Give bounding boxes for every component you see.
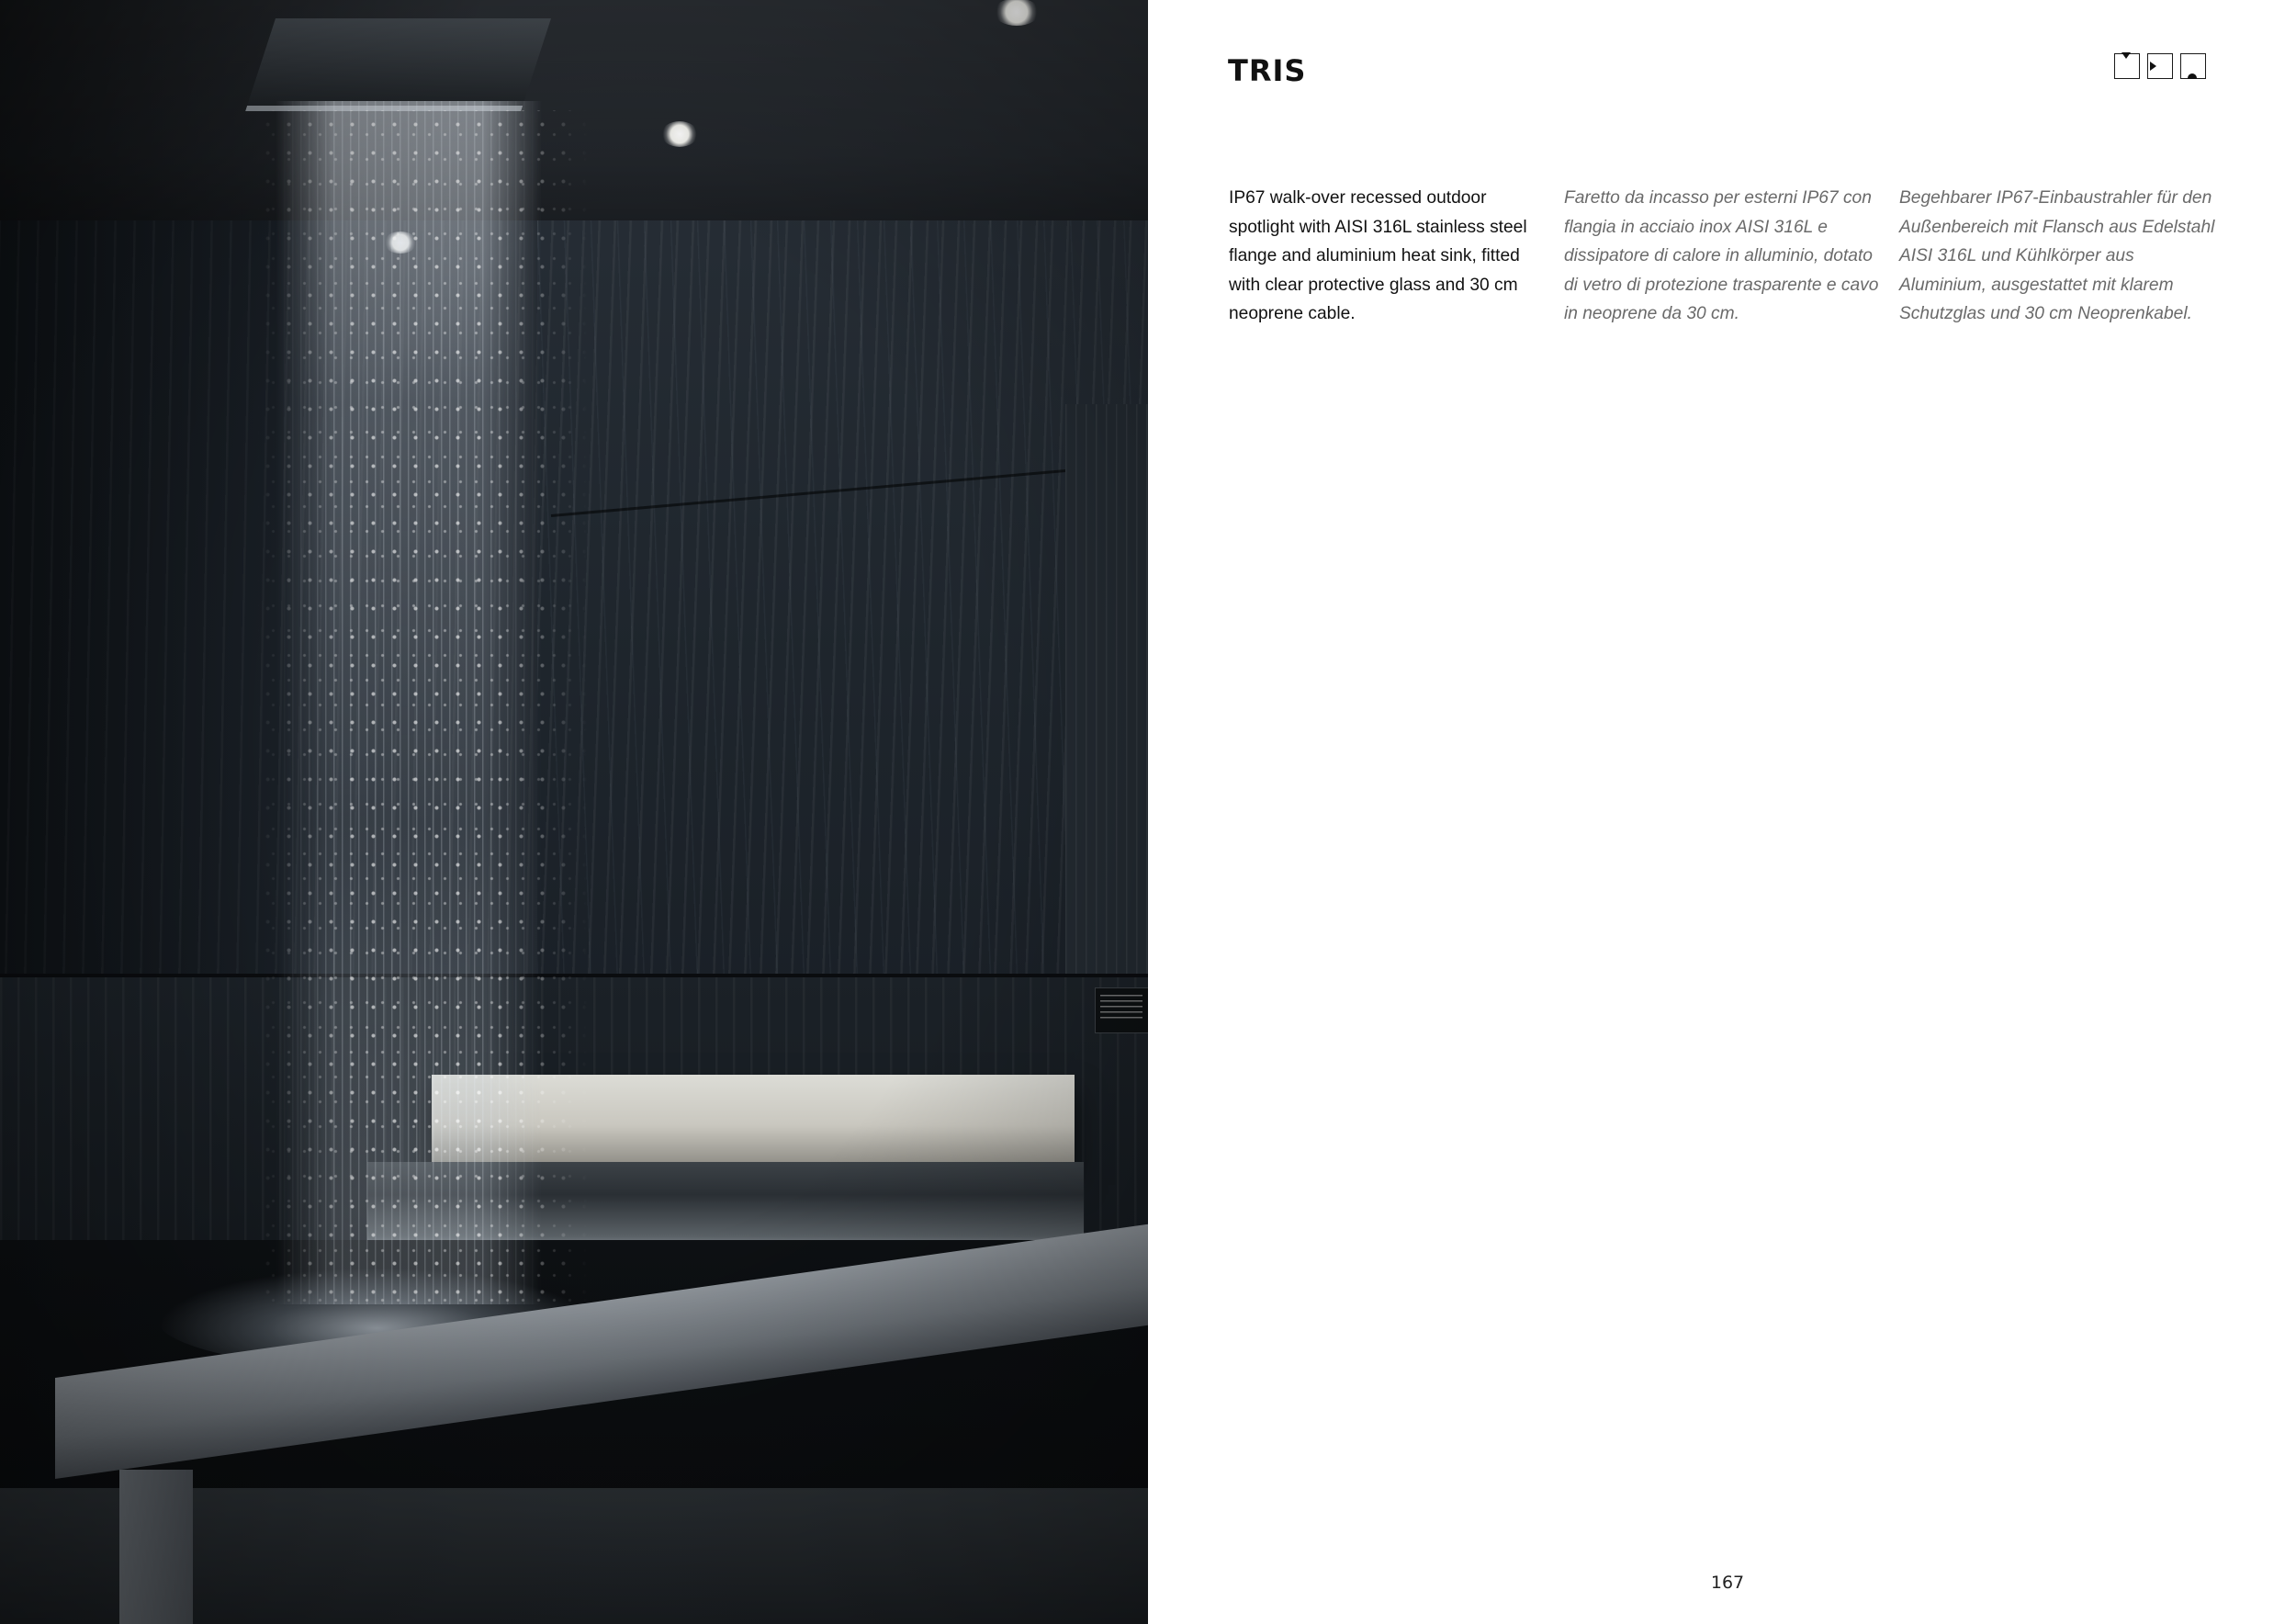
description-german: Begehbarer IP67-Einbaustrahler für den Außenbereich mit Flansch aus Edelstahl AISI 316L und Kühlkörper aus Aluminium, ausgestattet mit klarem Schutzglas und 30 cm Neoprenkabel.: [1899, 188, 2215, 324]
arrow-right-icon: [2147, 53, 2173, 79]
walk-over-icon: [2114, 53, 2140, 79]
product-title: TRIS: [1228, 53, 1307, 88]
recessed-icon: [2180, 53, 2206, 79]
feature-icons: [2114, 53, 2215, 83]
description-english: IP67 walk-over recessed outdoor spotlight with AISI 316L stainless steel flange and aluminium heat sink, fitted with clear protective glass and 30 cm neoprene cable.: [1229, 188, 1527, 324]
description-italian: Faretto da incasso per esterni IP67 con flangia in acciaio inox AISI 316L e dissipatore di calore in alluminio, dotato di vetro di protezione trasparente e cavo in neoprene da 30 cm.: [1564, 188, 1879, 324]
page-number: 167: [1710, 1573, 1745, 1593]
